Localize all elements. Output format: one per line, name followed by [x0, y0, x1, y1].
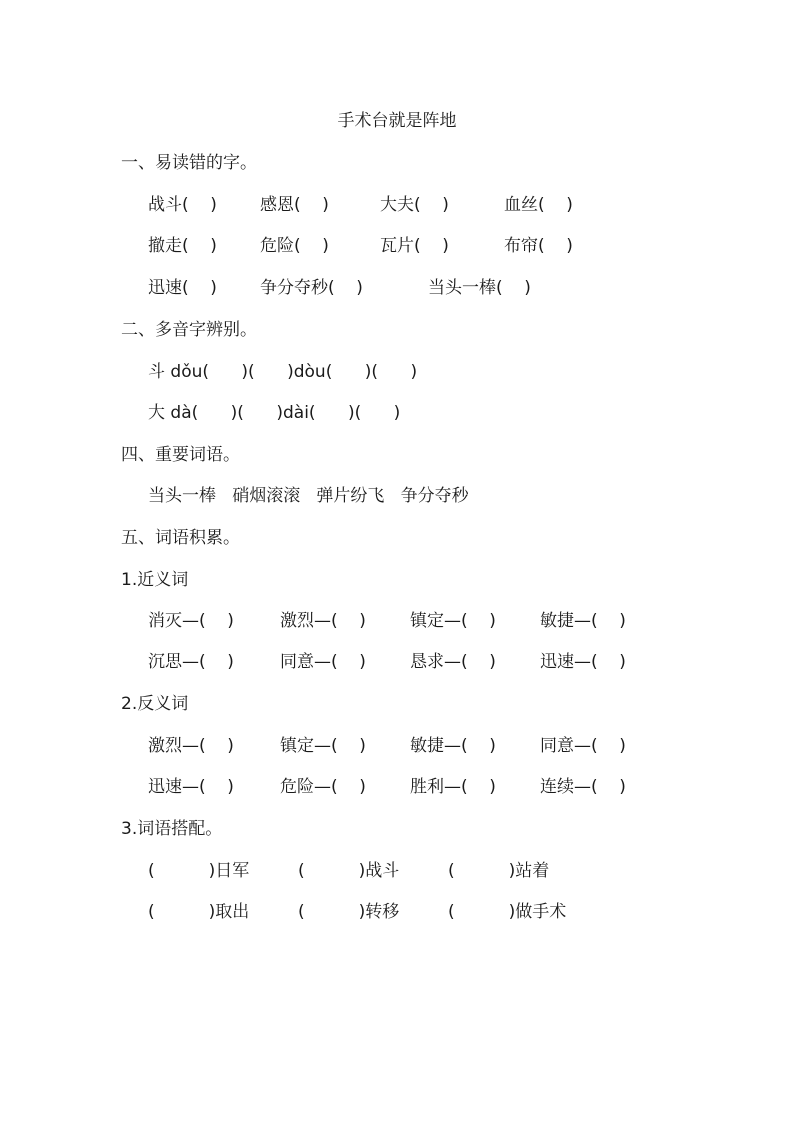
word-item: 迅速—( ): [540, 652, 626, 672]
word-item: ( )做手术: [448, 902, 567, 922]
word-item: ( )取出: [148, 902, 250, 922]
word-item: 瓦片( ): [380, 236, 449, 256]
word-item: 撤走( ): [148, 236, 217, 256]
word-item: 当头一棒( ): [428, 278, 531, 298]
word-item: 镇定—( ): [410, 611, 496, 631]
word-item: 连续—( ): [540, 777, 626, 797]
word-item: 激烈—( ): [280, 611, 366, 631]
word-item: ( )日军: [148, 861, 250, 881]
word-item: 镇定—( ): [280, 736, 366, 756]
word-item: 大夫( ): [380, 195, 449, 215]
word-item: 危险( ): [260, 236, 329, 256]
antonyms-heading: 2.反义词: [121, 694, 189, 714]
section2-heading: 二、多音字辨别。: [121, 320, 257, 340]
word-item: 恳求—( ): [410, 652, 496, 672]
word-item: 敏捷—( ): [540, 611, 626, 631]
word-item: 敏捷—( ): [410, 736, 496, 756]
word-item: 迅速( ): [148, 278, 217, 298]
word-item: 血丝( ): [504, 195, 573, 215]
section1-heading: 一、易读错的字。: [121, 153, 257, 173]
word-item: 消灭—( ): [148, 611, 234, 631]
word-item: ( )转移: [298, 902, 400, 922]
section4-heading: 四、重要词语。: [121, 445, 240, 465]
word-item: 胜利—( ): [410, 777, 496, 797]
word-item: 争分夺秒( ): [260, 278, 363, 298]
word-item: 激烈—( ): [148, 736, 234, 756]
word-item: 危险—( ): [280, 777, 366, 797]
word-item: 战斗( ): [148, 195, 217, 215]
word-item: 同意—( ): [280, 652, 366, 672]
synonyms-heading: 1.近义词: [121, 570, 189, 590]
page-title: 手术台就是阵地: [337, 111, 457, 131]
section5-heading: 五、词语积累。: [121, 528, 240, 548]
word-item: 布帘( ): [504, 236, 573, 256]
word-item: 迅速—( ): [148, 777, 234, 797]
word-item: 感恩( ): [260, 195, 329, 215]
word-item: ( )战斗: [298, 861, 400, 881]
word-item: ( )站着: [448, 861, 550, 881]
polyphone-row-da: 大 dà( )( )dài( )( ): [148, 403, 401, 423]
polyphone-row-dou: 斗 dǒu( )( )dòu( )( ): [148, 362, 418, 382]
word-item: 沉思—( ): [148, 652, 234, 672]
collocations-heading: 3.词语搭配。: [121, 819, 223, 839]
key-phrases: 当头一棒 硝烟滚滚 弹片纷飞 争分夺秒: [148, 486, 469, 506]
word-item: 同意—( ): [540, 736, 626, 756]
